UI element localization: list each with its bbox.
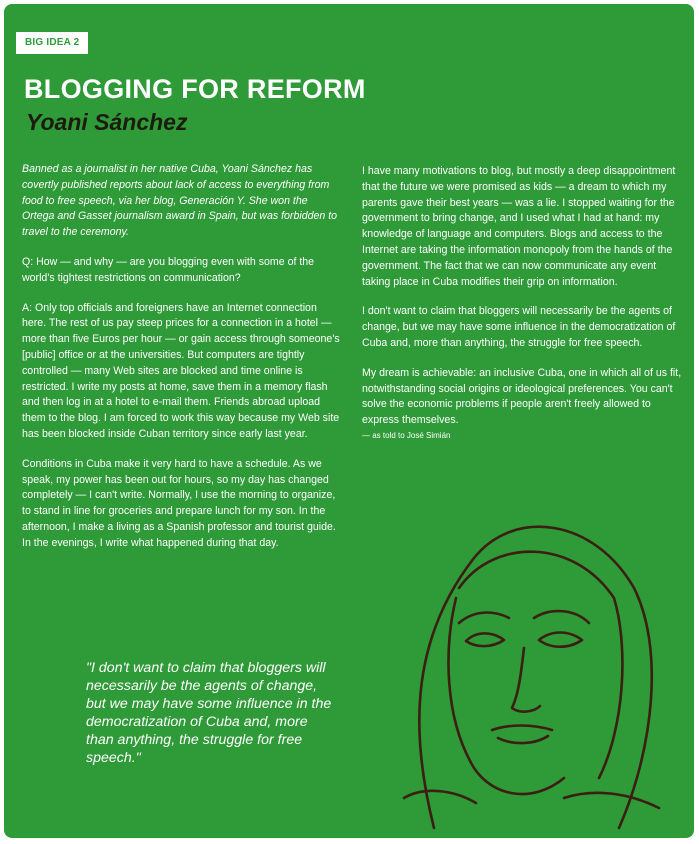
portrait-sketch-icon [364,498,664,838]
body-paragraph: I have many motivations to blog, but mostly a deep disappointment that the future we were promised as kids — a dream to which my parents gave their best years — was a lie. I stopped waiting for the government to bring change, and I used what I had at hand: my knowledge of language and computers. Blogs and access to the Internet are taking the information monopoly from the hands of the government. The fact that we can now communicate any event taking place in Cuba modifies their grip on information. [362,165,676,288]
answer-paragraph: A: Only top officials and foreigners have an Internet connection here. The rest of us pay steep prices for a connection in a hotel — more than five Euros per hour — or gain access through someone's [public] office or at the universities. But computers are tightly controlled — many Web sites are blocked and time online is restricted. I write my posts at home, save them in a memory flash and then log in at a hotel to e-mail them. Friends abroad upload them to the blog. I am forced to work this way because my Web site has been blocked inside Cuban territory since early last year. [22,301,340,440]
article-title: BLOGGING FOR REFORM [24,74,366,104]
intro-paragraph: Banned as a journalist in her native Cuba, Yoani Sánchez has covertly published reports about lack of access to everything from food to free speech, via her blog, Generación Y. She won the Ortega and Gasset journalism award in Spain, but was forbidden to travel to the ceremony. [22,163,338,239]
answer-paragraph: Conditions in Cuba make it very hard to have a schedule. As we speak, my power has been out for hours, so my day has changed completely — I can't write. Normally, I use the morning to organize, to stand in line for groceries and prepare lunch for my son. In the afternoon, I make a living as a Spanish professor and tourist guide. In the evenings, I write what happened during that day. [22,457,336,549]
question-paragraph: Q: How — and why — are you blogging even with some of the world's tightest restrictions on communication? [22,255,315,284]
article-author: Yoani Sánchez [26,109,188,135]
left-column [22,162,342,566]
body-paragraph: My dream is achievable: an inclusive Cuba, one in which all of us fit, notwithstanding social origins or ideological preferences. You can't solve the economic problems if people aren't freely allowed to express themselves. [362,366,682,427]
pull-quote: "I don't want to claim that bloggers will necessarily be the agents of change, but we may have some influence in the democratization of Cuba and, more than anything, the struggle for free speech." [86,660,332,766]
right-column [362,164,684,442]
credit-line: — as told to José Simián [362,430,451,440]
article-page [4,4,694,838]
body-paragraph: I don't want to claim that bloggers will necessarily be the agents of change, but we may have some influence in the democratization of Cuba and, more than anything, the struggle for free speech. [362,305,676,349]
section-tag: BIG IDEA 2 [16,32,88,54]
